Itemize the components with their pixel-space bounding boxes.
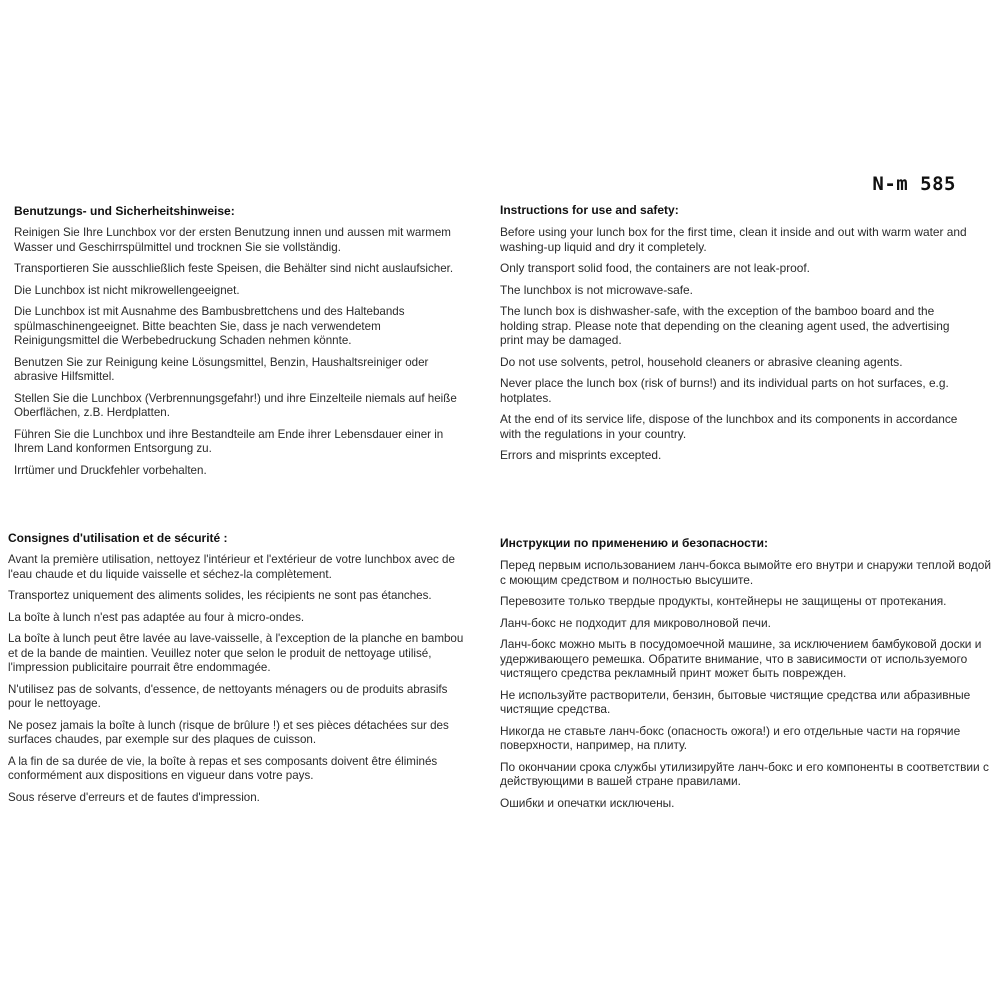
paragraph: The lunchbox is not microwave-safe.: [500, 282, 693, 297]
paragraph: A la fin de sa durée de vie, la boîte à repas et ses composants doivent être éliminés conformément aux dispositions en vigueur dans votre pays.: [8, 754, 438, 782]
paragraph: Перевозите только твердые продукты, контейнеры не защищены от протекания.: [500, 594, 947, 608]
paragraph: Ошибки и опечатки исключены.: [500, 795, 675, 810]
paragraph: Sous réserve d'erreurs et de fautes d'impression.: [8, 790, 260, 804]
paragraph: Irrtümer und Druckfehler vorbehalten.: [14, 463, 207, 477]
paragraph: The lunch box is dishwasher-safe, with the exception of the bamboo board and the holding strap. Please note that depending on the cleaning agent used, the advertising print may be damaged.: [500, 304, 950, 347]
paragraph: Transportieren Sie ausschließlich feste Speisen, die Behälter sind nicht auslaufsicher.: [14, 262, 454, 275]
paragraph: Reinigen Sie Ihre Lunchbox vor der ersten Benutzung innen und aussen mit warmem Wasser und Geschirrspülmittel und trocknen Sie sie vollständig.: [14, 226, 451, 254]
paragraph: Only transport solid food, the containers are not leak-proof.: [500, 261, 810, 275]
paragraph: Transportez uniquement des aliments solides, les récipients ne sont pas étanches.: [8, 589, 432, 602]
section-english: [500, 203, 970, 470]
section-title: Consignes d'utilisation et de sécurité :: [8, 531, 228, 545]
section-french: [8, 531, 468, 812]
paragraph: По окончании срока службы утилизируйте ланч-бокс и его компоненты в соответствии с действующими в вашей стране правилами.: [500, 759, 989, 788]
paragraph: Avant la première utilisation, nettoyez l'intérieur et l'extérieur de votre lunchbox avec de l'eau chaude et du liquide vaisselle et séchez-la complètement.: [8, 553, 455, 581]
paragraph: At the end of its service life, dispose of the lunchbox and its components in accordance with the regulations in your country.: [500, 412, 958, 441]
paragraph: Do not use solvents, petrol, household cleaners or abrasive cleaning agents.: [500, 354, 903, 369]
document-code: N-m 585: [872, 173, 956, 195]
section-russian: [500, 536, 1000, 817]
paragraph: Before using your lunch box for the first time, clean it inside and out with warm water and washing-up liquid and dry it completely.: [500, 225, 967, 254]
paragraph: Benutzen Sie zur Reinigung keine Lösungsmittel, Benzin, Haushaltsreiniger oder abrasive Hilfsmittel.: [14, 355, 429, 383]
paragraph: La boîte à lunch n'est pas adaptée au four à micro-ondes.: [8, 610, 305, 624]
section-title: Instructions for use and safety:: [500, 203, 679, 217]
paragraph: Ne posez jamais la boîte à lunch (risque de brûlure !) et ses pièces détachées sur des surfaces chaudes, par exemple sur des plaques de cuisson.: [8, 718, 449, 746]
section-title: Инструкции по применению и безопасности:: [500, 536, 769, 550]
paragraph: La boîte à lunch peut être lavée au lave-vaisselle, à l'exception de la planche en bambou et de la bande de maintien. Veuillez noter que selon le produit de nettoyage utilisé, l'impression publicitaire pourrait être endommagée.: [8, 632, 464, 674]
paragraph: Ланч-бокс не подходит для микроволновой печи.: [500, 615, 771, 630]
paragraph: N'utilisez pas de solvants, d'essence, de nettoyants ménagers ou de produits abrasifs pour le nettoyage.: [8, 682, 448, 710]
section-title: Benutzungs- und Sicherheitshinweise:: [14, 204, 235, 218]
paragraph: Errors and misprints excepted.: [500, 448, 662, 462]
paragraph: Не используйте растворители, бензин, бытовые чистящие средства или абразивные чистящие средства.: [500, 687, 971, 716]
paragraph: Перед первым использованием ланч-бокса вымойте его внутри и снаружи теплой водой с моющим средством и полностью высушите.: [500, 558, 992, 587]
paragraph: Die Lunchbox ist mit Ausnahme des Bambusbrettchens und des Haltebands spülmaschinengeeignet. Bitte beachten Sie, dass je nach verwendetem Reinigungsmittel die Werbebedruckung Schaden nehmen könnte.: [14, 305, 405, 347]
paragraph: Never place the lunch box (risk of burns!) and its individual parts on hot surfaces, e.g. hotplates.: [500, 376, 949, 405]
paragraph: Die Lunchbox ist nicht mikrowellengeeignet.: [14, 283, 240, 297]
paragraph: Никогда не ставьте ланч-бокс (опасность ожога!) и его отдельные части на горячие поверхности, например, на плиту.: [500, 723, 961, 752]
paragraph: Ланч-бокс можно мыть в посудомоечной машине, за исключением бамбуковой доски и удерживающего ремешка. Обратите внимание, что в зависимости от используемого чистящего средства рекламный принт может быть поврежден.: [500, 637, 982, 680]
section-german: [14, 204, 469, 485]
paragraph: Führen Sie die Lunchbox und ihre Bestandteile am Ende ihrer Lebensdauer einer in Ihrem Land konformen Entsorgung zu.: [14, 427, 444, 455]
paragraph: Stellen Sie die Lunchbox (Verbrennungsgefahr!) und ihre Einzelteile niemals auf heiße Oberflächen, z.B. Herdplatten.: [14, 391, 457, 419]
